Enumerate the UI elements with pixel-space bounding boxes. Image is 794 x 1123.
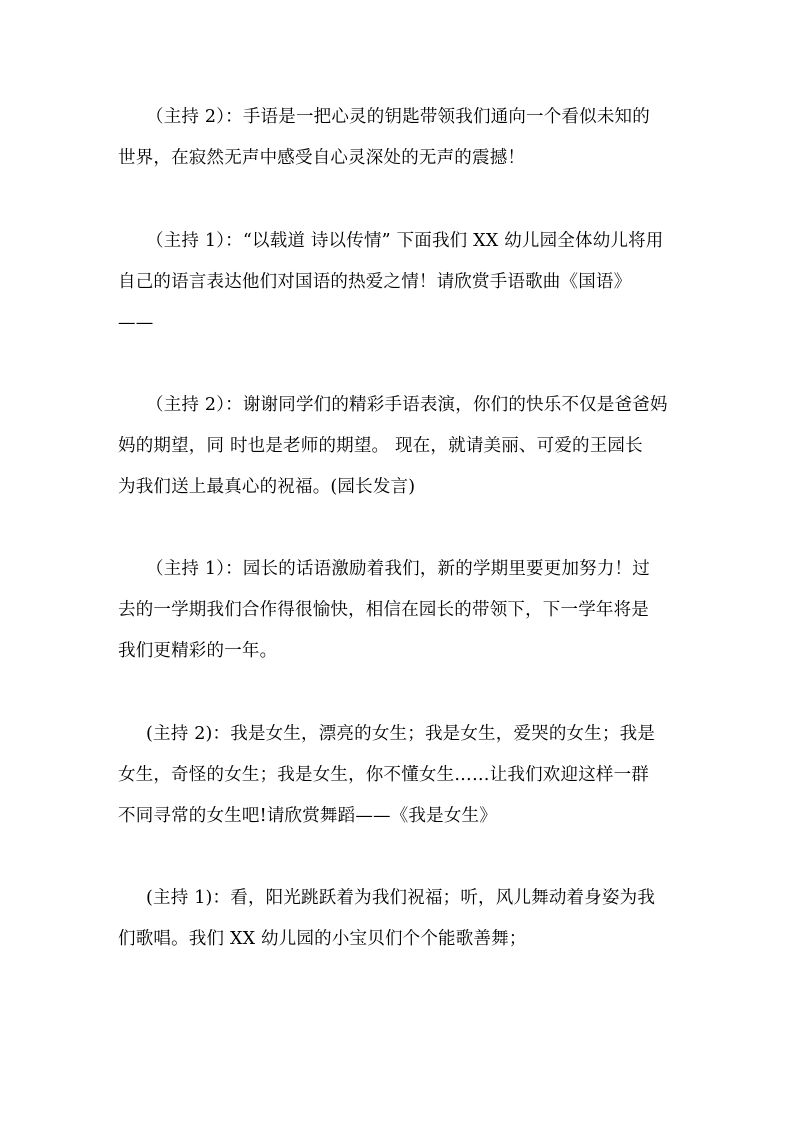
text-line: （主持 2）：手语是一把心灵的钥匙带领我们通向一个看似未知的 bbox=[146, 107, 650, 127]
paragraph-host1-closing bbox=[118, 878, 683, 960]
text-line: 去的一学期我们合作得很愉快，相信在园长的带领下，下一学年将是 bbox=[118, 600, 649, 620]
text-line: 为我们送上最真心的祝福。(园长发言) bbox=[118, 477, 416, 497]
text-line: 不同寻常的女生吧!请欣赏舞蹈——《我是女生》 bbox=[118, 806, 497, 826]
text-line: 女生，奇怪的女生；我是女生，你不懂女生……让我们欢迎这样一群 bbox=[118, 765, 649, 785]
text-line: 们歌唱。我们 XX 幼儿园的小宝贝们个个能歌善舞； bbox=[118, 929, 527, 949]
text-line: —— bbox=[118, 313, 154, 333]
text-line: 我们更精彩的一年。 bbox=[118, 641, 278, 661]
text-line: (主持 2)：我是女生，漂亮的女生；我是女生，爱哭的女生；我是 bbox=[146, 724, 656, 744]
text-line: （主持 1）：“以载道 诗以传情” 下面我们 XX 幼儿园全体幼儿将用 bbox=[146, 231, 664, 251]
text-line: 世界，在寂然无声中感受自心灵深处的无声的震撼！ bbox=[118, 148, 526, 168]
text-line: 自己的语言表达他们对国语的热爱之情！请欣赏手语歌曲《国语》 bbox=[118, 272, 632, 292]
paragraph-host2-principal-intro bbox=[118, 385, 683, 508]
paragraph-host2-dance-intro bbox=[118, 714, 683, 837]
text-line: （主持 2）：谢谢同学们的精彩手语表演，你们的快乐不仅是爸爸妈 bbox=[146, 395, 668, 415]
text-line: （主持 1）：园长的话语激励着我们，新的学期里要更加努力！过 bbox=[146, 559, 650, 579]
text-line: 妈的期望，同 时也是老师的期望。 现在，就请美丽、可爱的王园长 bbox=[118, 436, 643, 456]
paragraph-host2-sign-language bbox=[118, 97, 683, 179]
paragraph-host1-song-intro bbox=[118, 221, 683, 344]
text-line: (主持 1)：看，阳光跳跃着为我们祝福；听，风儿舞动着身姿为我 bbox=[146, 888, 656, 908]
paragraph-host1-after-speech bbox=[118, 549, 683, 672]
